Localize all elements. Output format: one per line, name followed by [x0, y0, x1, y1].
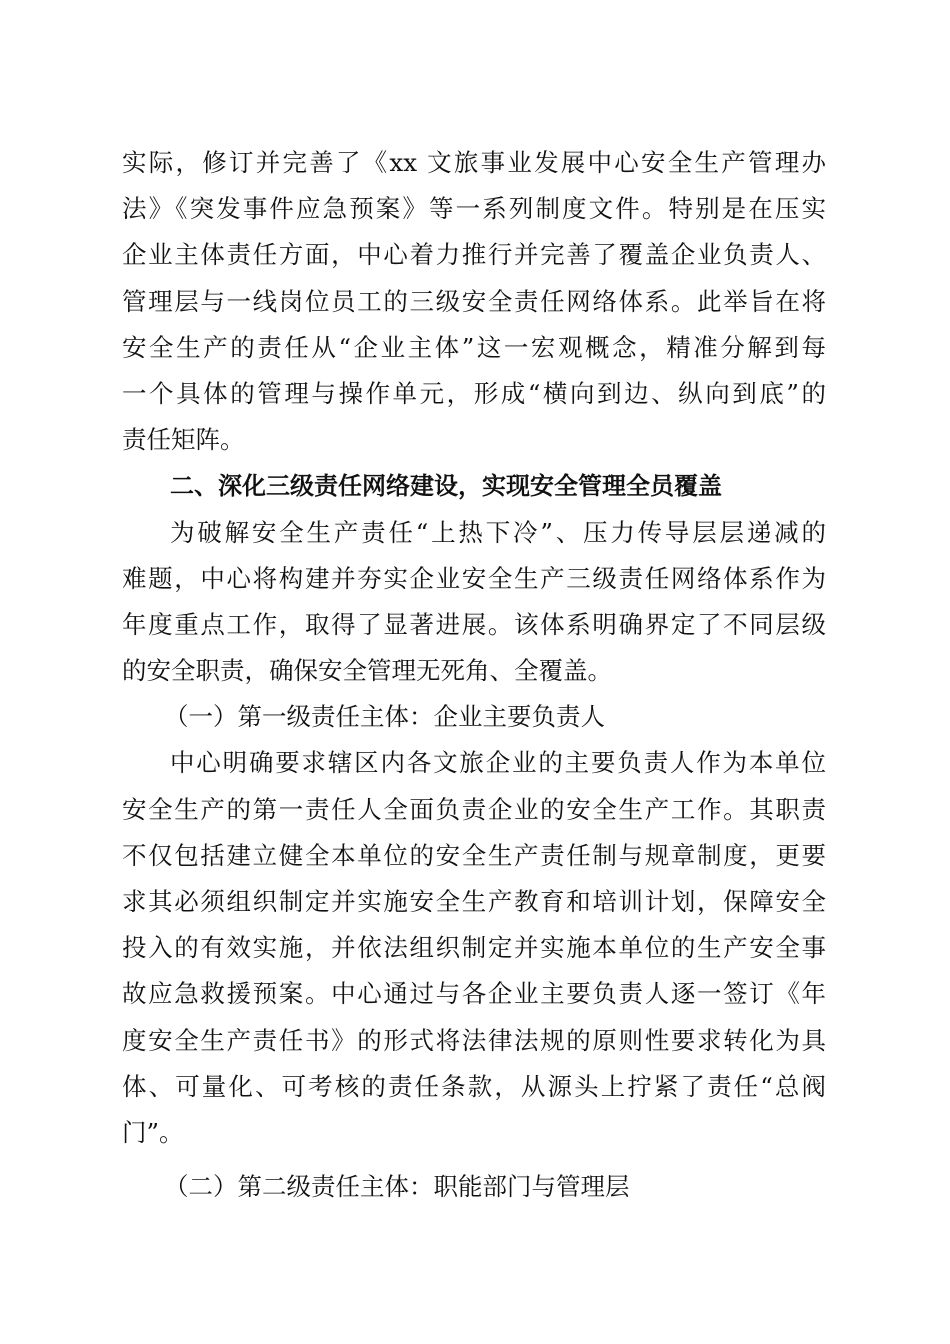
spacer [122, 1156, 826, 1164]
text-line: 中心明确要求辖区内各文旅企业的主要负责人作为本单位 [170, 748, 826, 778]
text-line: 管理层与一线岗位员工的三级安全责任网络体系。此举旨在将 [122, 286, 826, 316]
text-line: 的安全职责，确保安全管理无死角、全覆盖。 [122, 656, 612, 686]
text-line: 不仅包括建立健全本单位的安全生产责任制与规章制度，更要 [122, 840, 826, 870]
text-line: 责任矩阵。 [122, 425, 245, 455]
section-intro-paragraph [122, 510, 826, 695]
subsection-paragraph [122, 740, 826, 1156]
text-line: 企业主体责任方面，中心着力推行并完善了覆盖企业负责人、 [122, 240, 826, 270]
text-line: 门”。 [122, 1117, 184, 1147]
text-line: 难题，中心将构建并夯实企业安全生产三级责任网络体系作为 [122, 563, 826, 593]
section-heading: 二、深化三级责任网络建设，实现安全管理全员覆盖 [170, 472, 722, 501]
text-line: 求其必须组织制定并实施安全生产教育和培训计划，保障安全 [122, 887, 826, 916]
text-line: 度安全生产责任书》的形式将法律法规的原则性要求转化为具 [122, 1025, 826, 1055]
text-line: 故应急救援预案。中心通过与各企业主要负责人逐一签订《年 [122, 979, 826, 1009]
text-line: 投入的有效实施，并依法组织制定并实施本单位的生产安全事 [122, 933, 826, 963]
text-line: 法》《突发事件应急预案》等一系列制度文件。特别是在压实 [122, 194, 826, 224]
text-line: 安全生产的第一责任人全面负责企业的安全生产工作。其职责 [122, 794, 826, 824]
text-line: 安全生产的责任从“企业主体”这一宏观概念，精准分解到每 [122, 332, 826, 362]
document-body [122, 140, 826, 1210]
text-line: 实际，修订并完善了《xx 文旅事业发展中心安全生产管理办 [122, 148, 826, 177]
text-line: 为破解安全生产责任“上热下冷”、压力传导层层递减的 [170, 517, 826, 547]
text-line: 体、可量化、可考核的责任条款，从源头上拧紧了责任“总阀 [122, 1071, 826, 1101]
paragraph-continuation [122, 140, 826, 463]
text-line: 年度重点工作，取得了显著进展。该体系明确界定了不同层级 [122, 609, 826, 639]
subsection-heading: （一）第一级责任主体：企业主要负责人 [164, 702, 605, 732]
text-line: 一个具体的管理与操作单元，形成“横向到边、纵向到底”的 [122, 378, 826, 408]
subsection-heading: （二）第二级责任主体：职能部门与管理层 [164, 1172, 630, 1202]
